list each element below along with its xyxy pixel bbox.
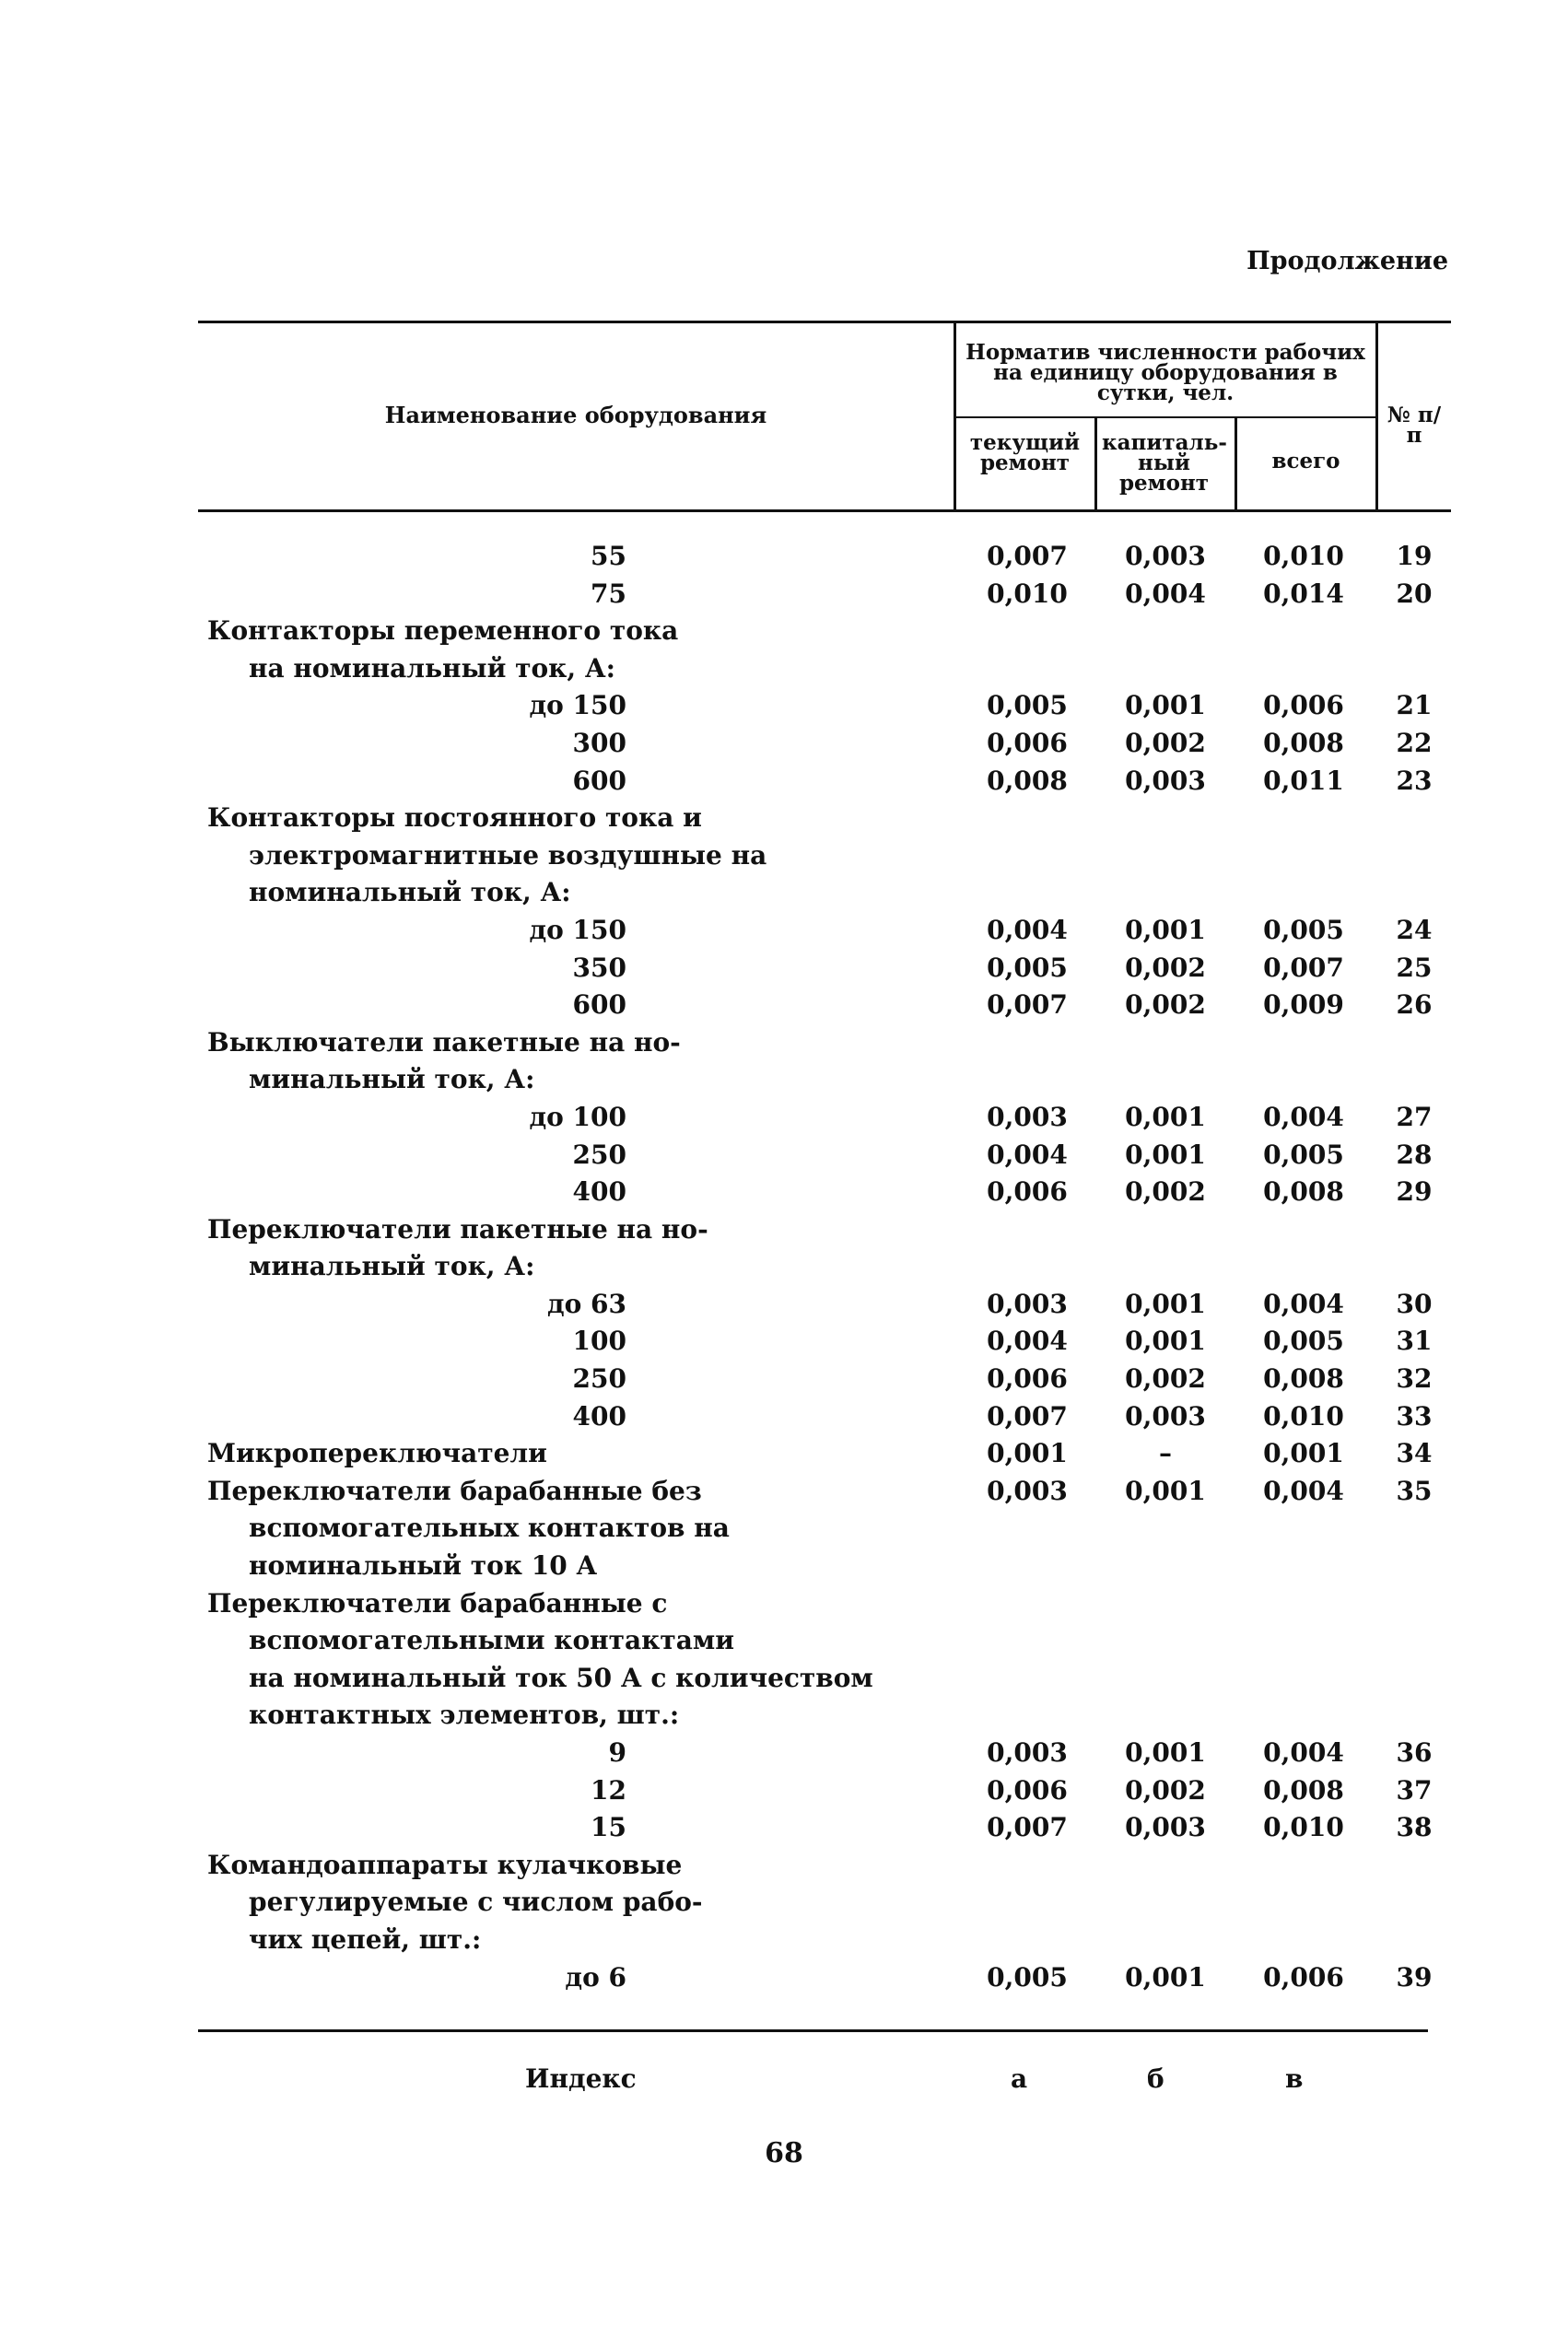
index-label: Индекс (525, 2063, 637, 2094)
capital-repair-value: 0,003 (1125, 541, 1206, 571)
total-value: 0,004 (1263, 1475, 1344, 1506)
header-divider (1235, 416, 1237, 511)
total-value: 0,005 (1263, 1139, 1344, 1170)
capital-repair-value: 0,003 (1125, 1400, 1206, 1432)
header-col-b: капиталь-ный ремонт (1102, 430, 1227, 496)
equipment-name: до 6 (565, 1961, 626, 1993)
table-top-rule (198, 321, 1451, 323)
total-value: 0,006 (1263, 690, 1344, 721)
table-row (0, 1586, 1568, 1624)
equipment-name: электромагнитные воздушные на (249, 839, 767, 871)
equipment-name: 600 (572, 765, 626, 796)
current-repair-value: 0,006 (987, 1363, 1068, 1395)
table-row (0, 764, 1568, 801)
equipment-name: до 63 (546, 1288, 626, 1319)
equipment-name: 600 (572, 989, 626, 1021)
total-value: 0,010 (1263, 541, 1344, 571)
equipment-name: 300 (572, 727, 626, 758)
total-value: 0,008 (1263, 727, 1344, 758)
total-value: 0,004 (1263, 1737, 1344, 1768)
capital-repair-value: 0,001 (1125, 1737, 1206, 1768)
total-value: 0,010 (1263, 1812, 1344, 1843)
table-row (0, 801, 1568, 838)
capital-repair-value: 0,001 (1125, 1139, 1206, 1170)
table-row (0, 614, 1568, 651)
current-repair-value: 0,010 (987, 578, 1068, 609)
table-row (0, 1249, 1568, 1287)
equipment-name: номинальный ток, А: (249, 877, 571, 908)
equipment-name: на номинальный ток, А: (249, 652, 615, 684)
header-divider (1094, 416, 1097, 511)
table-row (0, 1885, 1568, 1923)
equipment-name: регулируемые с числом рабо- (249, 1887, 703, 1918)
table-row (0, 1362, 1568, 1399)
capital-repair-value: 0,001 (1125, 1288, 1206, 1319)
current-repair-value: 0,003 (987, 1475, 1068, 1506)
equipment-name: 75 (591, 578, 626, 609)
row-number: 32 (1396, 1363, 1433, 1395)
equipment-name: 55 (591, 541, 626, 571)
equipment-name: до 100 (529, 1101, 626, 1132)
equipment-name: контактных элементов, шт.: (249, 1700, 680, 1731)
table-row (0, 1100, 1568, 1138)
row-number: 28 (1396, 1139, 1433, 1170)
total-value: 0,006 (1263, 1961, 1344, 1993)
table-row (0, 1698, 1568, 1736)
subheader-rule (954, 416, 1377, 418)
equipment-name: 9 (608, 1737, 626, 1768)
index-c: в (1285, 2063, 1304, 2094)
continuation-label: Продолжение (1246, 247, 1448, 275)
table-row (0, 688, 1568, 726)
capital-repair-value: 0,004 (1125, 578, 1206, 609)
table-row (0, 913, 1568, 951)
current-repair-value: 0,006 (987, 1176, 1068, 1208)
capital-repair-value: 0,001 (1125, 1326, 1206, 1357)
capital-repair-value: 0,002 (1125, 727, 1206, 758)
equipment-name: минальный ток, А: (249, 1251, 535, 1282)
equipment-name: 400 (572, 1176, 626, 1208)
table-row (0, 1736, 1568, 1773)
total-value: 0,004 (1263, 1288, 1344, 1319)
equipment-name: 100 (572, 1326, 626, 1357)
table-row (0, 838, 1568, 876)
capital-repair-value: 0,002 (1125, 1774, 1206, 1806)
total-value: 0,008 (1263, 1176, 1344, 1208)
total-value: 0,008 (1263, 1363, 1344, 1395)
header-col-a: текущий ремонт (969, 430, 1081, 475)
current-repair-value: 0,005 (987, 1961, 1068, 1993)
equipment-name: 15 (591, 1812, 626, 1843)
table-row (0, 1848, 1568, 1886)
capital-repair-value: 0,003 (1125, 1812, 1206, 1843)
current-repair-value: 0,006 (987, 1774, 1068, 1806)
table-row (0, 1287, 1568, 1325)
total-value: 0,009 (1263, 989, 1344, 1021)
index-a: а (1011, 2063, 1028, 2094)
equipment-name: Микропереключатели (207, 1438, 547, 1469)
page-number: 68 (765, 2137, 803, 2169)
row-number: 36 (1396, 1737, 1433, 1768)
total-value: 0,010 (1263, 1400, 1344, 1432)
table-row (0, 1399, 1568, 1437)
capital-repair-value: 0,001 (1125, 914, 1206, 945)
table-row (0, 1923, 1568, 1960)
table-row (0, 988, 1568, 1025)
table-row (0, 1025, 1568, 1063)
header-col-c: всего (1271, 449, 1340, 473)
capital-repair-value: 0,002 (1125, 952, 1206, 983)
table-row (0, 1960, 1568, 1998)
index-b: б (1147, 2063, 1164, 2094)
row-number: 27 (1396, 1101, 1433, 1132)
equipment-name: 250 (572, 1139, 626, 1170)
header-name-column: Наименование оборудования (384, 402, 767, 428)
table-row (0, 1175, 1568, 1212)
current-repair-value: 0,004 (987, 1139, 1068, 1170)
table-row (0, 875, 1568, 913)
total-value: 0,008 (1263, 1774, 1344, 1806)
equipment-name: вспомогательных контактов на (249, 1513, 730, 1544)
row-number: 38 (1396, 1812, 1433, 1843)
row-number: 20 (1396, 578, 1433, 609)
current-repair-value: 0,005 (987, 952, 1068, 983)
equipment-name: вспомогательными контактами (249, 1625, 734, 1656)
table-row (0, 1549, 1568, 1586)
equipment-name: Контакторы переменного тока (207, 615, 679, 647)
row-number: 21 (1396, 690, 1433, 721)
capital-repair-value: 0,002 (1125, 1176, 1206, 1208)
equipment-name: до 150 (529, 914, 626, 945)
row-number: 26 (1396, 989, 1433, 1021)
current-repair-value: 0,004 (987, 914, 1068, 945)
equipment-name: Переключатели барабанные без (207, 1475, 702, 1506)
capital-repair-value: 0,001 (1125, 1101, 1206, 1132)
equipment-name: 12 (591, 1774, 626, 1806)
header-col-num: № п/п (1387, 403, 1442, 448)
equipment-name: чих цепей, шт.: (249, 1923, 482, 1955)
row-number: 37 (1396, 1774, 1433, 1806)
row-number: 35 (1396, 1475, 1433, 1506)
table-row (0, 1773, 1568, 1811)
equipment-name: на номинальный ток 50 А с количеством (249, 1662, 873, 1693)
row-number: 29 (1396, 1176, 1433, 1208)
current-repair-value: 0,007 (987, 541, 1068, 571)
table-row (0, 1810, 1568, 1848)
equipment-name: Командоаппараты кулачковые (207, 1849, 683, 1880)
capital-repair-value: 0,001 (1125, 1475, 1206, 1506)
current-repair-value: 0,007 (987, 989, 1068, 1021)
equipment-name: 350 (572, 952, 626, 983)
table-row (0, 1474, 1568, 1512)
equipment-name: минальный ток, А: (249, 1064, 535, 1095)
table-row (0, 1324, 1568, 1362)
current-repair-value: 0,005 (987, 690, 1068, 721)
row-number: 24 (1396, 914, 1433, 945)
capital-repair-value: 0,001 (1125, 1961, 1206, 1993)
table-row (0, 726, 1568, 764)
header-bottom-rule (198, 509, 1451, 512)
row-number: 25 (1396, 952, 1433, 983)
total-value: 0,011 (1263, 765, 1344, 796)
current-repair-value: 0,003 (987, 1288, 1068, 1319)
table-row (0, 539, 1568, 577)
equipment-name: номинальный ток 10 А (249, 1550, 598, 1582)
capital-repair-value: 0,002 (1125, 1363, 1206, 1395)
table-row (0, 1436, 1568, 1474)
row-number: 33 (1396, 1400, 1433, 1432)
capital-repair-value: – (1159, 1438, 1172, 1469)
header-norm-group: Норматив численности рабочих на единицу оборудования в сутки, чел. (965, 340, 1365, 405)
total-value: 0,005 (1263, 1326, 1344, 1357)
table-bottom-rule (198, 2029, 1428, 2032)
equipment-name: Переключатели барабанные с (207, 1587, 668, 1619)
current-repair-value: 0,008 (987, 765, 1068, 796)
current-repair-value: 0,007 (987, 1812, 1068, 1843)
table-body (0, 539, 1568, 1997)
total-value: 0,004 (1263, 1101, 1344, 1132)
current-repair-value: 0,001 (987, 1438, 1068, 1469)
row-number: 39 (1396, 1961, 1433, 1993)
header-divider (1375, 322, 1378, 511)
table-row (0, 1511, 1568, 1549)
total-value: 0,014 (1263, 578, 1344, 609)
table-row (0, 1661, 1568, 1699)
equipment-name: 400 (572, 1400, 626, 1432)
table-row (0, 1623, 1568, 1661)
equipment-name: Переключатели пакетные на но- (207, 1213, 708, 1245)
total-value: 0,007 (1263, 952, 1344, 983)
table-row (0, 1212, 1568, 1250)
row-number: 19 (1396, 541, 1433, 571)
current-repair-value: 0,003 (987, 1101, 1068, 1132)
table-row (0, 951, 1568, 988)
equipment-name: Контакторы постоянного тока и (207, 802, 702, 834)
row-number: 22 (1396, 727, 1433, 758)
row-number: 30 (1396, 1288, 1433, 1319)
equipment-name: 250 (572, 1363, 626, 1395)
table-row (0, 1062, 1568, 1100)
table-row (0, 1138, 1568, 1175)
row-number: 34 (1396, 1438, 1433, 1469)
table-row (0, 651, 1568, 689)
capital-repair-value: 0,002 (1125, 989, 1206, 1021)
row-number: 23 (1396, 765, 1433, 796)
current-repair-value: 0,003 (987, 1737, 1068, 1768)
table-row (0, 577, 1568, 614)
capital-repair-value: 0,001 (1125, 690, 1206, 721)
total-value: 0,001 (1263, 1438, 1344, 1469)
row-number: 31 (1396, 1326, 1433, 1357)
equipment-name: Выключатели пакетные на но- (207, 1026, 681, 1058)
current-repair-value: 0,006 (987, 727, 1068, 758)
total-value: 0,005 (1263, 914, 1344, 945)
current-repair-value: 0,004 (987, 1326, 1068, 1357)
capital-repair-value: 0,003 (1125, 765, 1206, 796)
equipment-name: до 150 (529, 690, 626, 721)
current-repair-value: 0,007 (987, 1400, 1068, 1432)
header-divider (954, 322, 956, 511)
